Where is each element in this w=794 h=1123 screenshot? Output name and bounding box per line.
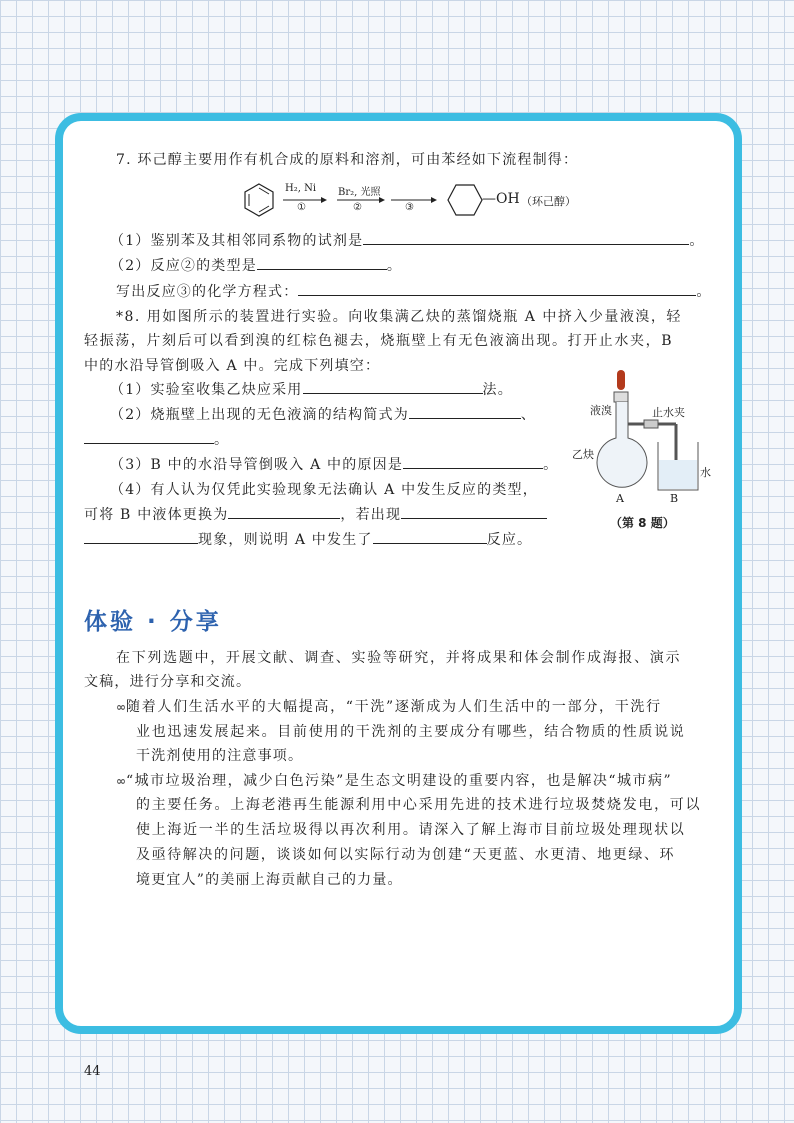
answer-blank[interactable] [373, 530, 487, 544]
label-water: 水 [700, 466, 711, 479]
q7-stem: 7. 环己醇主要用作有机合成的原料和溶剂，可由苯经如下流程制得： [116, 152, 579, 168]
q7-part3: 写出反应③的化学方程式： 。 [116, 284, 712, 300]
section-heading: 体验 · 分享 [84, 609, 222, 635]
q8-part4: （4）有人认为仅凭此实验现象无法确认 A 中发生反应的类型， [110, 482, 538, 498]
label-acetylene: 乙炔 [572, 448, 594, 461]
q8-part3: （3）B 中的水沿导管倒吸入 A 中的原因是 。 [110, 457, 559, 473]
content-card [55, 113, 742, 1034]
share-item2-line5: 境更宜人”的美丽上海贡献自己的力量。 [136, 872, 403, 888]
q7-reaction-scheme [243, 180, 583, 234]
q8-part1: （1）实验室收集乙炔应采用 法。 [110, 382, 513, 398]
share-item1-line3: 干洗剂使用的注意事项。 [136, 748, 304, 764]
product-name: （环己醇） [521, 195, 576, 208]
clamp-icon [644, 420, 658, 428]
q8-apparatus-figure [568, 368, 718, 505]
share-item1: ∞随着人们生活水平的大幅提高，“干洗”逐渐成为人们生活中的一部分，干洗行 [116, 699, 662, 715]
share-item2-line3: 使上海近一半的生活垃圾得以再次利用。请深入了解上海市目前垃圾处理现状以 [136, 822, 686, 838]
answer-blank[interactable] [303, 380, 483, 394]
apparatus-drawing [568, 368, 718, 498]
answer-blank[interactable] [409, 405, 521, 419]
q7-part2: （2）反应②的类型是 。 [110, 258, 403, 274]
answer-blank[interactable] [298, 282, 696, 296]
q8-line3: 中的水沿导管倒吸入 A 中。完成下列填空： [84, 358, 381, 374]
label-liquid-bromine: 液溴 [590, 404, 612, 417]
step1-number: ① [297, 202, 306, 213]
page-number: 44 [84, 1064, 101, 1079]
answer-blank[interactable] [403, 455, 543, 469]
q8-line1: *8. 用如图所示的装置进行实验。向收集满乙炔的蒸馏烧瓶 A 中挤入少量液溴，轻 [116, 309, 682, 325]
answer-blank[interactable] [401, 505, 547, 519]
share-item1-line2: 业也迅速发展起来。目前使用的干洗剂的主要成分有哪些，结合物质的性质说说 [136, 724, 686, 740]
q8-part4-line2: 可将 B 中液体更换为 ，若出现 [84, 505, 547, 525]
q7-part1: （1）鉴别苯及其相邻同系物的试剂是 。 [110, 233, 705, 249]
step2-number: ② [353, 202, 362, 213]
share-intro-line1: 在下列选题中，开展文献、调查、实验等研究，并将成果和体会制作成海报、演示 [116, 650, 682, 666]
answer-blank[interactable] [84, 430, 214, 444]
q8-part2: （2）烧瓶壁上出现的无色液滴的结构简式为 、 [110, 407, 537, 423]
step1-reagent: H₂, Ni [285, 183, 317, 194]
label-a: A [616, 492, 624, 505]
dropper-bulb-icon [617, 370, 625, 390]
share-item2-line4: 及亟待解决的问题，谈谈如何以实际行动为创建“天更蓝、水更清、地更绿、环 [136, 847, 676, 863]
answer-blank[interactable] [228, 505, 340, 519]
figure-caption: （第 8 题） [610, 516, 675, 530]
product-oh: —OH [482, 191, 520, 207]
label-clamp: 止水夹 [652, 406, 685, 419]
infinity-bullet-icon: ∞ [116, 700, 126, 714]
share-item2: ∞“城市垃圾治理，减少白色污染”是生态文明建设的重要内容，也是解决“城市病” [116, 773, 673, 789]
step2-reagent: Br₂, 光照 [338, 187, 381, 198]
answer-blank[interactable] [363, 231, 689, 245]
step3-number: ③ [405, 202, 414, 213]
q8-part4-line3: 现象，则说明 A 中发生了 反应。 [84, 530, 532, 550]
q8-line2: 轻振荡，片刻后可以看到溴的红棕色褪去，烧瓶壁上有无色液滴出现。打开止水夹，B [84, 333, 674, 349]
share-item2-line2: 的主要任务。上海老港再生能源利用中心采用先进的技术进行垃圾焚烧发电，可以 [136, 797, 702, 813]
q8-part2-cont: 。 [84, 430, 229, 450]
infinity-bullet-icon: ∞ [116, 774, 126, 788]
answer-blank[interactable] [84, 530, 198, 544]
label-b: B [670, 492, 679, 505]
share-intro-line2: 文稿，进行分享和交流。 [84, 674, 252, 690]
answer-blank[interactable] [257, 256, 387, 270]
cyclohexane-ring-icon [448, 185, 482, 215]
